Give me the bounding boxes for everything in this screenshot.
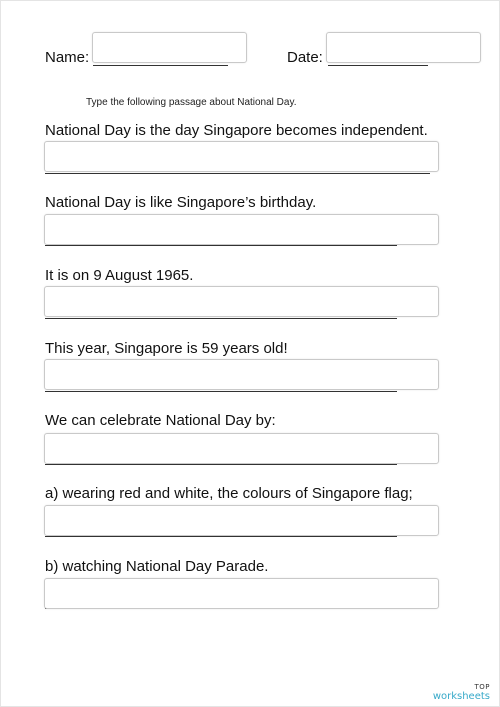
answer-underline (45, 464, 397, 465)
topworksheets-logo (433, 682, 490, 702)
passage-sentence: National Day is like Singapore’s birthday. (45, 194, 317, 211)
name-label: Name: (45, 49, 90, 66)
passage-sentence: It is on 9 August 1965. (45, 267, 194, 284)
logo-top-text: TOP (474, 683, 490, 691)
date-underline (328, 65, 428, 66)
answer-underline (45, 318, 397, 319)
passage-sentence: a) wearing red and white, the colours of Singapore flag; (45, 485, 413, 502)
answer-input-5[interactable] (44, 433, 439, 464)
answer-input-1[interactable] (44, 141, 439, 172)
answer-underline (45, 173, 430, 174)
answer-input-6[interactable] (44, 505, 439, 536)
answer-input-3[interactable] (44, 286, 439, 317)
logo-main-text: worksheets (432, 691, 490, 702)
answer-underline (45, 536, 397, 537)
name-underline (93, 65, 228, 66)
date-label: Date: (287, 49, 323, 66)
instruction-text: Type the following passage about National Day. (86, 97, 297, 108)
answer-input-4[interactable] (44, 359, 439, 390)
answer-underline (45, 245, 397, 246)
passage-sentence: b) watching National Day Parade. (45, 558, 269, 575)
passage-sentence: National Day is the day Singapore becomes independent. (45, 122, 428, 139)
answer-underline (45, 391, 397, 392)
answer-input-2[interactable] (44, 214, 439, 245)
passage-sentence: We can celebrate National Day by: (45, 412, 276, 429)
answer-input-7[interactable] (44, 578, 439, 609)
name-input[interactable] (92, 32, 247, 63)
passage-sentence: This year, Singapore is 59 years old! (45, 340, 288, 357)
date-input[interactable] (326, 32, 481, 63)
